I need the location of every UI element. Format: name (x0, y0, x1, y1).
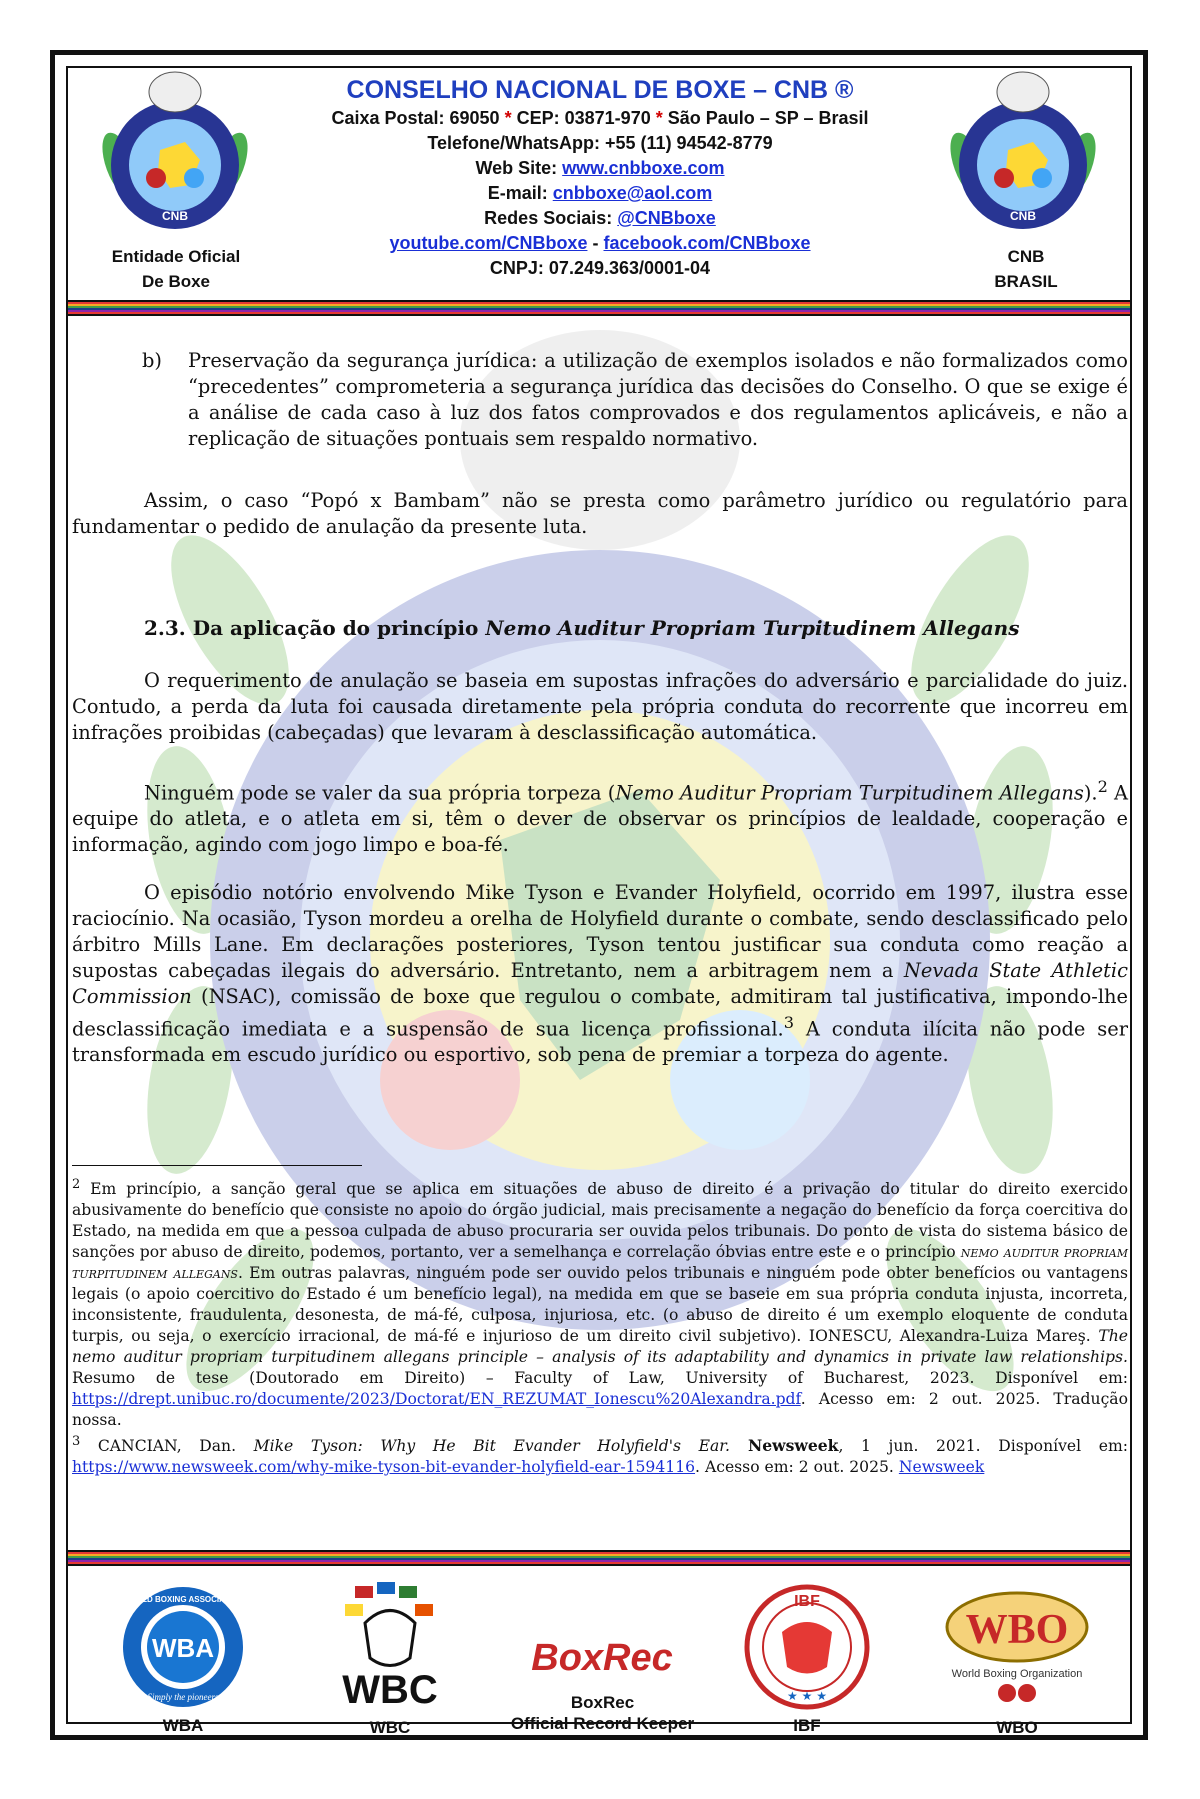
cep: CEP: 03871-970 (516, 108, 651, 128)
letterhead (270, 74, 930, 281)
wba-caption: WBA (162, 1716, 204, 1735)
email-label: E-mail: (487, 183, 548, 203)
section-heading (144, 616, 1019, 640)
postal-box: Caixa Postal: 69050 (331, 108, 500, 128)
email-line (270, 181, 930, 206)
wbo-logo-text: WBO (965, 1607, 1069, 1653)
website-label: Web Site: (475, 158, 558, 178)
text-run: . Acesso em: 2 out. 2025. Tradução nossa. (72, 1390, 1128, 1430)
social-handle-link[interactable]: @CNBboxe (617, 208, 716, 228)
ibf-caption: IBF (793, 1716, 821, 1735)
facebook-link[interactable]: facebook.com/CNBboxe (603, 233, 811, 253)
address-line (270, 106, 930, 131)
text-run: (NSAC), comissão de boxe que regulou o combate, admitiram tal justificativa, impondo-lhe desclassificação imediata e a suspensão de sua licença profissional. (72, 985, 1128, 1041)
cnpj-line: CNPJ: 07.249.363/0001-04 (489, 258, 711, 278)
footnote-number: 3 (72, 1434, 81, 1450)
wbo-caption: WBO (996, 1718, 1038, 1737)
paragraph-text: O requerimento de anulação se baseia em supostas infrações do adversário e parcialidade do juiz. Contudo, a perda da luta foi causada diretamente pela própria conduta do recorrente que incorreu em infrações proibidas (cabeçadas) que levaram à desclassificação automática. (72, 669, 1128, 744)
text-run: A equipe do atleta, e o atleta em si, têm o dever de observar os princípios de lealdade, cooperação e informação, agindo com jogo limpo e boa-fé. (72, 781, 1129, 857)
cnb-seal-left (90, 70, 260, 240)
thesis-link[interactable]: https://drept.unibuc.ro/documente/2023/Doctorat/EN_REZUMAT_Ionescu%20Alexandra.pdf (72, 1390, 801, 1409)
star-icon: ★ ★ ★ (787, 1689, 827, 1703)
left-logo-caption (76, 244, 276, 294)
list-item-b (72, 348, 1128, 452)
caption-line: De Boxe (141, 272, 211, 291)
wba-logo-text: WBA (151, 1633, 215, 1663)
text-run: Em princípio, a sanção geral que se aplica em situações de abuso de direito é a privação do titular do direito exercido abusivamente do benefício que consiste no apoio do órgão judicial, mais precisamente a negação do benefício da força coercitiva do Estado, na medida em que a pessoa culpada de abuso procuraria ser ouvida pelos tribunais. Do ponto de vista do sistema básico de sanções por abuso de direito, podemos, portanto, ver a semelhança e correlação óbvias entre este e o princípio (72, 1180, 1128, 1262)
wba-logo (118, 1582, 248, 1712)
paragraph-4 (72, 880, 1128, 1068)
footnotes (72, 1174, 1128, 1478)
footnote-number: 2 (72, 1177, 81, 1192)
paragraph-3 (72, 774, 1128, 858)
right-logo-caption (926, 244, 1126, 294)
caption-line: Entidade Oficial (111, 247, 241, 266)
seal-cnb-text-left: CNB (162, 209, 188, 223)
social-links-line (270, 231, 930, 256)
paragraph-2 (72, 668, 1128, 746)
paragraph-1 (72, 488, 1128, 540)
publication-name: Newsweek (729, 1436, 839, 1456)
thesis-title: The nemo auditur propriam turpitudinem allegans principle – analysis of its adaptability and dynamics in private law relationships. (72, 1327, 1128, 1367)
website-line (270, 156, 930, 181)
heading-prefix: 2.3. Da aplicação do princípio (144, 616, 479, 640)
text-run: Ninguém pode se valer da sua própria torpeza ( (144, 781, 616, 805)
text-run: CANCIAN, Dan. (80, 1437, 254, 1456)
boxrec-logo (515, 1630, 690, 1685)
list-item-text: Preservação da segurança jurídica: a utilização de exemplos isolados e não formalizados como “precedentes” comprometeria a segurança jurídica das decisões do Conselho. O que se exige é a análise de cada caso à luz dos fatos comprovados e dos regulamentos aplicáveis, e não a replicação de situações pontuais sem respaldo normativo. (188, 349, 1128, 450)
paragraph-text: Assim, o caso “Popó x Bambam” não se presta como parâmetro jurídico ou regulatório para fundamentar o pedido de anulação da presente luta. (72, 489, 1128, 538)
commission-name: Nevada State Athletic Commission (72, 959, 1128, 1008)
caption-line: BRASIL (994, 272, 1058, 291)
footnote-ref-3[interactable]: 3 (783, 1013, 794, 1032)
social-label: Redes Sociais: (484, 208, 613, 228)
email-link[interactable]: cnbboxe@aol.com (552, 183, 713, 203)
header-divider (68, 300, 1130, 320)
latin-term: Nemo Auditur Propriam Turpitudinem Allegans (615, 781, 1084, 805)
youtube-link[interactable]: youtube.com/CNBboxe (389, 233, 588, 253)
text-run: . Acesso em: 2 out. 2025. (695, 1458, 899, 1477)
footer-divider (68, 1550, 1130, 1570)
phone-line: Telefone/WhatsApp: +55 (11) 94542-8779 (427, 133, 773, 153)
ibf-logo (742, 1582, 872, 1712)
city: São Paulo – SP – Brasil (667, 108, 869, 128)
wbc-caption: WBC (369, 1718, 411, 1737)
wbo-subtitle: World Boxing Organization (951, 1668, 1083, 1680)
heading-latin-term: Nemo Auditur Propriam Turpitudinem Allegans (485, 616, 1020, 640)
boxrec-caption (490, 1692, 715, 1734)
separator: - (592, 233, 599, 253)
caption-line: CNB (1007, 247, 1045, 266)
separator-star: * (655, 108, 663, 128)
organization-title: CONSELHO NACIONAL DE BOXE – CNB ® (346, 76, 854, 104)
newsweek-link[interactable]: Newsweek (898, 1458, 985, 1477)
text-run: . Em outras palavras, ninguém pode ser ouvido pelos tribunais e ninguém pode obter benefícios ou vantagens legais (o apoio coercitivo do Estado é um benefício legal), na medida em que se baseie em sua própria conduta injusta, incorreta, inconsistente, fraudulenta, desonesta, de má-fé, culposa, injuriosa, etc. (o abuso de direito é um exemplo eloquente de conduta turpis, ou seja, o exercício irracional, de má-fé e injurioso de um direito civil subjetivo). IONESCU, Alexandra-Luiza Mareş. (72, 1264, 1129, 1346)
separator-star: * (504, 108, 512, 128)
footnote-separator (72, 1165, 362, 1166)
text-run: O episódio notório envolvendo Mike Tyson e Evander Holyfield, ocorrido em 1997, ilustra esse raciocínio. Na ocasião, Tyson mordeu a orelha de Holyfield durante o combate, sendo desclassificado pelo árbitro Mills Lane. Em declarações posteriores, Tyson tentou justificar sua conduta como reação a supostas cabeçadas ilegais do adversário. Entretanto, nem a arbitragem nem a (72, 881, 1128, 982)
seal-cnb-text-right: CNB (1010, 209, 1036, 223)
text-run: Resumo de tese (Doutorado em Direito) – Faculty of Law, University of Bucharest, 2023. Disponível em: (72, 1369, 1128, 1388)
website-link[interactable]: www.cnbboxe.com (562, 158, 725, 178)
wba-ring-text: WORLD BOXING ASSOCIATION (122, 1595, 244, 1604)
latin-term: nemo auditur propriam turpitudinem allegans (72, 1243, 1128, 1283)
footnote-3 (72, 1431, 1128, 1478)
text-run: , 1 jun. 2021. Disponível em: (838, 1437, 1128, 1456)
list-marker: b) (142, 349, 162, 372)
caption-line: BoxRec (570, 1693, 635, 1712)
article-title: Mike Tyson: Why He Bit Evander Holyfield's Ear. (253, 1437, 730, 1456)
footnote-2 (72, 1174, 1128, 1431)
wbo-logo (942, 1585, 1092, 1705)
footnote-ref-2[interactable]: 2 (1097, 777, 1108, 796)
ibf-logo-text: IBF (794, 1593, 820, 1610)
caption-line: Official Record Keeper (510, 1714, 695, 1733)
boxrec-logo-text: BoxRec (531, 1637, 673, 1679)
wbc-logo-text: WBC (342, 1668, 438, 1712)
text-run: ). (1083, 781, 1098, 805)
article-link[interactable]: https://www.newsweek.com/why-mike-tyson-bit-evander-holyfield-ear-1594116 (72, 1458, 696, 1477)
cnb-seal-right (938, 70, 1108, 240)
social-line (270, 206, 930, 231)
wbc-logo (325, 1578, 455, 1718)
text-run: A conduta ilícita não pode ser transformada em escudo jurídico ou esportivo, sob pena de premiar a torpeza do agente. (72, 1017, 1128, 1067)
wba-motto: Simply the pioneers (147, 1692, 219, 1702)
